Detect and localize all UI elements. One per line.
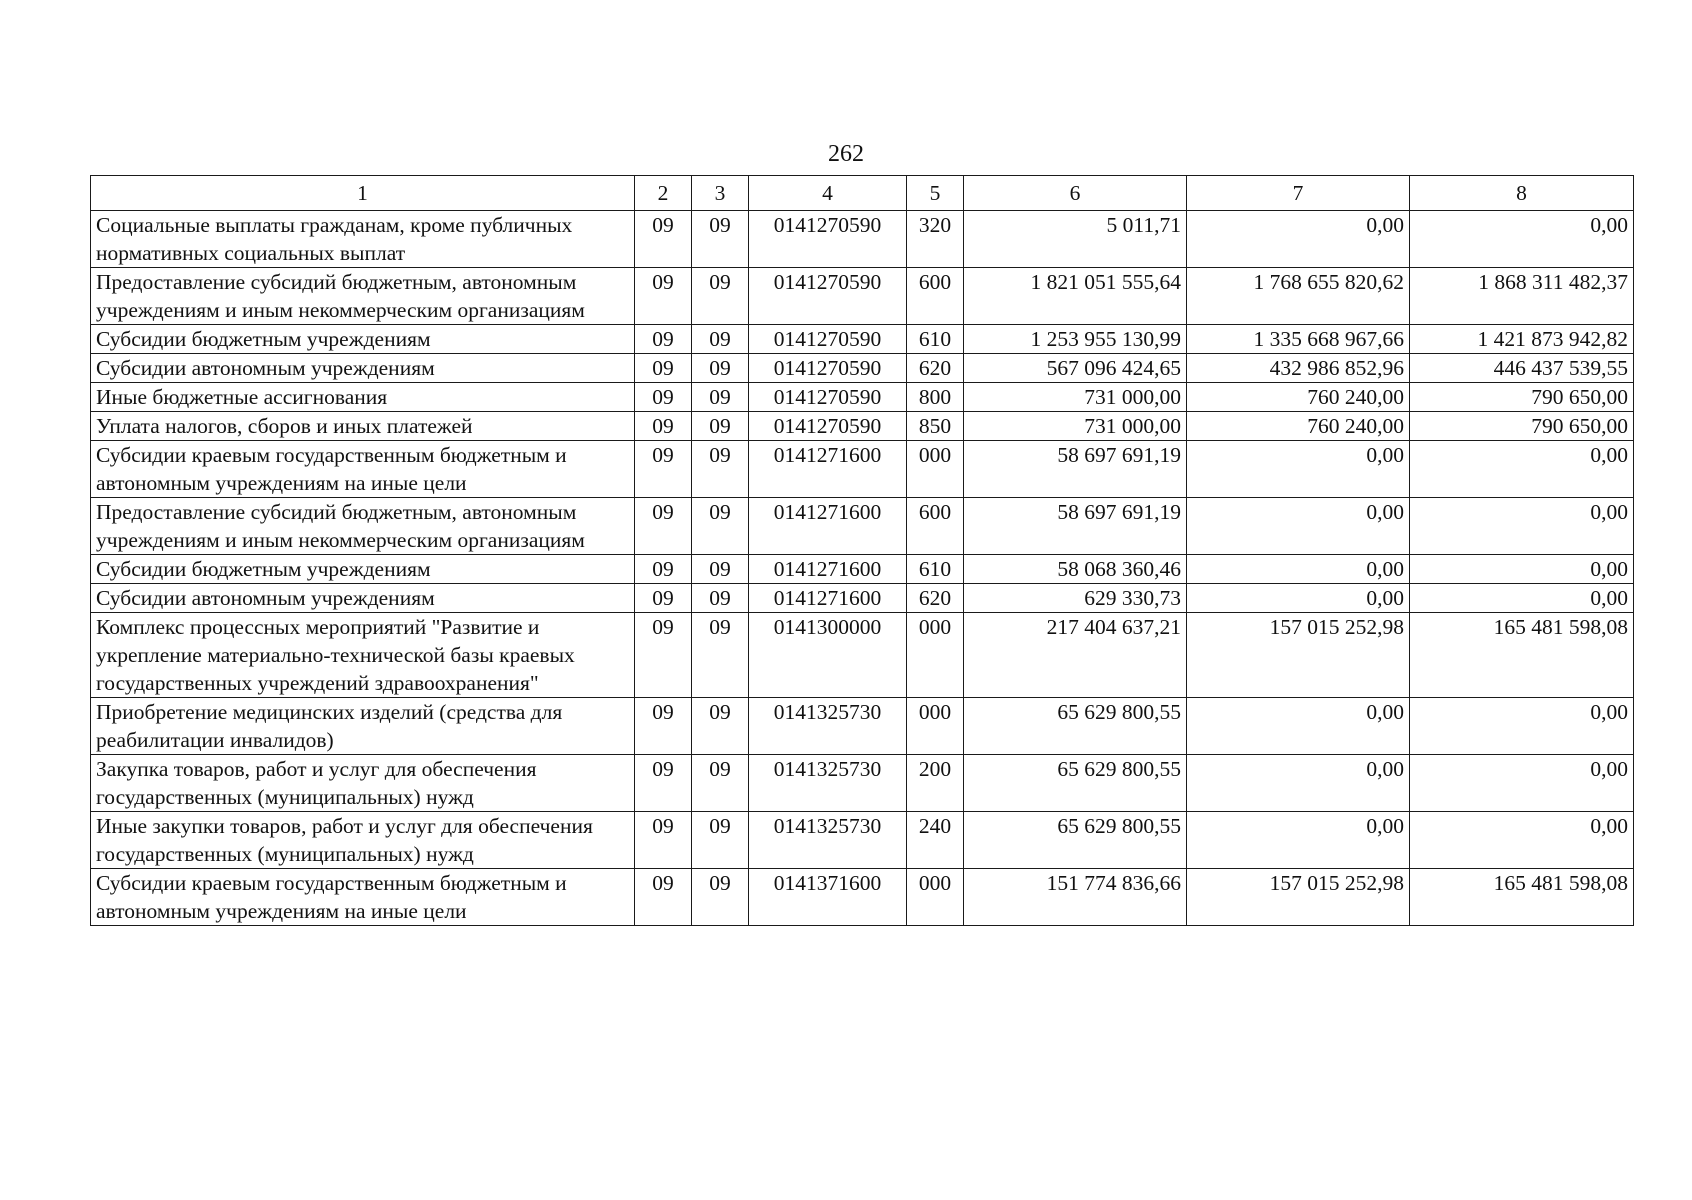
target-article-code: 0141371600	[749, 869, 907, 926]
amount-col7: 0,00	[1187, 698, 1410, 755]
row-name: Предоставление субсидий бюджетным, автономным учреждениям и иным некоммерческим организациям	[91, 498, 635, 555]
target-article-code: 0141270590	[749, 383, 907, 412]
section-code: 09	[635, 755, 692, 812]
table-row	[91, 613, 1634, 698]
target-article-code: 0141270590	[749, 268, 907, 325]
section-code: 09	[635, 698, 692, 755]
column-header: 8	[1410, 176, 1634, 211]
subsection-code: 09	[692, 325, 749, 354]
amount-col6: 217 404 637,21	[964, 613, 1187, 698]
column-header: 3	[692, 176, 749, 211]
expense-type-code: 000	[907, 869, 964, 926]
amount-col6: 731 000,00	[964, 383, 1187, 412]
amount-col8: 1 421 873 942,82	[1410, 325, 1634, 354]
target-article-code: 0141270590	[749, 354, 907, 383]
row-name: Предоставление субсидий бюджетным, автономным учреждениям и иным некоммерческим организациям	[91, 268, 635, 325]
column-header: 2	[635, 176, 692, 211]
section-code: 09	[635, 613, 692, 698]
target-article-code: 0141270590	[749, 412, 907, 441]
table-body	[91, 211, 1634, 926]
subsection-code: 09	[692, 613, 749, 698]
table-row	[91, 325, 1634, 354]
amount-col7: 0,00	[1187, 211, 1410, 268]
target-article-code: 0141325730	[749, 698, 907, 755]
subsection-code: 09	[692, 354, 749, 383]
expense-type-code: 600	[907, 268, 964, 325]
expense-type-code: 000	[907, 613, 964, 698]
amount-col6: 1 253 955 130,99	[964, 325, 1187, 354]
amount-col7: 432 986 852,96	[1187, 354, 1410, 383]
amount-col8: 1 868 311 482,37	[1410, 268, 1634, 325]
section-code: 09	[635, 869, 692, 926]
column-header: 4	[749, 176, 907, 211]
budget-table	[90, 175, 1634, 926]
amount-col6: 65 629 800,55	[964, 755, 1187, 812]
amount-col6: 151 774 836,66	[964, 869, 1187, 926]
amount-col6: 731 000,00	[964, 412, 1187, 441]
expense-type-code: 850	[907, 412, 964, 441]
expense-type-code: 620	[907, 354, 964, 383]
expense-type-code: 800	[907, 383, 964, 412]
table-row	[91, 498, 1634, 555]
target-article-code: 0141271600	[749, 555, 907, 584]
subsection-code: 09	[692, 383, 749, 412]
subsection-code: 09	[692, 698, 749, 755]
row-name: Субсидии бюджетным учреждениям	[91, 555, 635, 584]
amount-col7: 760 240,00	[1187, 383, 1410, 412]
table-row	[91, 755, 1634, 812]
amount-col7: 0,00	[1187, 755, 1410, 812]
amount-col8: 0,00	[1410, 498, 1634, 555]
table-row	[91, 441, 1634, 498]
subsection-code: 09	[692, 498, 749, 555]
column-header: 7	[1187, 176, 1410, 211]
amount-col7: 0,00	[1187, 441, 1410, 498]
amount-col6: 58 697 691,19	[964, 441, 1187, 498]
row-name: Иные закупки товаров, работ и услуг для обеспечения государственных (муниципальных) нужд	[91, 812, 635, 869]
table-row	[91, 412, 1634, 441]
section-code: 09	[635, 354, 692, 383]
amount-col7: 0,00	[1187, 555, 1410, 584]
amount-col8: 446 437 539,55	[1410, 354, 1634, 383]
table-row	[91, 698, 1634, 755]
amount-col7: 760 240,00	[1187, 412, 1410, 441]
table-row	[91, 869, 1634, 926]
section-code: 09	[635, 584, 692, 613]
expense-type-code: 200	[907, 755, 964, 812]
amount-col7: 0,00	[1187, 498, 1410, 555]
amount-col8: 165 481 598,08	[1410, 613, 1634, 698]
row-name: Субсидии автономным учреждениям	[91, 354, 635, 383]
amount-col8: 0,00	[1410, 211, 1634, 268]
amount-col8: 0,00	[1410, 441, 1634, 498]
row-name: Субсидии краевым государственным бюджетным и автономным учреждениям на иные цели	[91, 441, 635, 498]
expense-type-code: 610	[907, 325, 964, 354]
amount-col8: 0,00	[1410, 755, 1634, 812]
amount-col6: 58 697 691,19	[964, 498, 1187, 555]
amount-col6: 5 011,71	[964, 211, 1187, 268]
column-header: 5	[907, 176, 964, 211]
subsection-code: 09	[692, 268, 749, 325]
row-name: Приобретение медицинских изделий (средства для реабилитации инвалидов)	[91, 698, 635, 755]
subsection-code: 09	[692, 869, 749, 926]
amount-col7: 157 015 252,98	[1187, 869, 1410, 926]
expense-type-code: 620	[907, 584, 964, 613]
amount-col6: 1 821 051 555,64	[964, 268, 1187, 325]
subsection-code: 09	[692, 755, 749, 812]
table-row	[91, 812, 1634, 869]
expense-type-code: 240	[907, 812, 964, 869]
page-number: 262	[828, 141, 864, 167]
section-code: 09	[635, 812, 692, 869]
column-header: 6	[964, 176, 1187, 211]
row-name: Социальные выплаты гражданам, кроме публичных нормативных социальных выплат	[91, 211, 635, 268]
target-article-code: 0141270590	[749, 211, 907, 268]
section-code: 09	[635, 268, 692, 325]
amount-col8: 0,00	[1410, 584, 1634, 613]
table-row	[91, 354, 1634, 383]
subsection-code: 09	[692, 555, 749, 584]
target-article-code: 0141325730	[749, 755, 907, 812]
amount-col8: 790 650,00	[1410, 383, 1634, 412]
amount-col6: 65 629 800,55	[964, 698, 1187, 755]
table-row	[91, 584, 1634, 613]
target-article-code: 0141271600	[749, 498, 907, 555]
amount-col7: 0,00	[1187, 812, 1410, 869]
target-article-code: 0141271600	[749, 441, 907, 498]
amount-col7: 157 015 252,98	[1187, 613, 1410, 698]
table-row	[91, 268, 1634, 325]
amount-col6: 629 330,73	[964, 584, 1187, 613]
table-row	[91, 555, 1634, 584]
table-row	[91, 383, 1634, 412]
amount-col7: 1 335 668 967,66	[1187, 325, 1410, 354]
amount-col6: 65 629 800,55	[964, 812, 1187, 869]
section-code: 09	[635, 211, 692, 268]
section-code: 09	[635, 383, 692, 412]
target-article-code: 0141271600	[749, 584, 907, 613]
amount-col8: 165 481 598,08	[1410, 869, 1634, 926]
row-name: Закупка товаров, работ и услуг для обеспечения государственных (муниципальных) нужд	[91, 755, 635, 812]
row-name: Комплекс процессных мероприятий "Развитие и укрепление материально-технической базы краевых государственных учреждений здравоохранения"	[91, 613, 635, 698]
section-code: 09	[635, 412, 692, 441]
amount-col8: 0,00	[1410, 555, 1634, 584]
expense-type-code: 000	[907, 441, 964, 498]
target-article-code: 0141325730	[749, 812, 907, 869]
section-code: 09	[635, 441, 692, 498]
expense-type-code: 000	[907, 698, 964, 755]
amount-col6: 567 096 424,65	[964, 354, 1187, 383]
row-name: Уплата налогов, сборов и иных платежей	[91, 412, 635, 441]
subsection-code: 09	[692, 812, 749, 869]
expense-type-code: 600	[907, 498, 964, 555]
amount-col6: 58 068 360,46	[964, 555, 1187, 584]
row-name: Субсидии автономным учреждениям	[91, 584, 635, 613]
header-row	[91, 176, 1634, 211]
column-header: 1	[91, 176, 635, 211]
amount-col7: 1 768 655 820,62	[1187, 268, 1410, 325]
expense-type-code: 610	[907, 555, 964, 584]
amount-col8: 790 650,00	[1410, 412, 1634, 441]
subsection-code: 09	[692, 412, 749, 441]
amount-col8: 0,00	[1410, 698, 1634, 755]
target-article-code: 0141300000	[749, 613, 907, 698]
expense-type-code: 320	[907, 211, 964, 268]
table-row	[91, 211, 1634, 268]
section-code: 09	[635, 555, 692, 584]
subsection-code: 09	[692, 211, 749, 268]
row-name: Иные бюджетные ассигнования	[91, 383, 635, 412]
subsection-code: 09	[692, 584, 749, 613]
amount-col7: 0,00	[1187, 584, 1410, 613]
section-code: 09	[635, 325, 692, 354]
section-code: 09	[635, 498, 692, 555]
target-article-code: 0141270590	[749, 325, 907, 354]
row-name: Субсидии краевым государственным бюджетным и автономным учреждениям на иные цели	[91, 869, 635, 926]
subsection-code: 09	[692, 441, 749, 498]
row-name: Субсидии бюджетным учреждениям	[91, 325, 635, 354]
amount-col8: 0,00	[1410, 812, 1634, 869]
